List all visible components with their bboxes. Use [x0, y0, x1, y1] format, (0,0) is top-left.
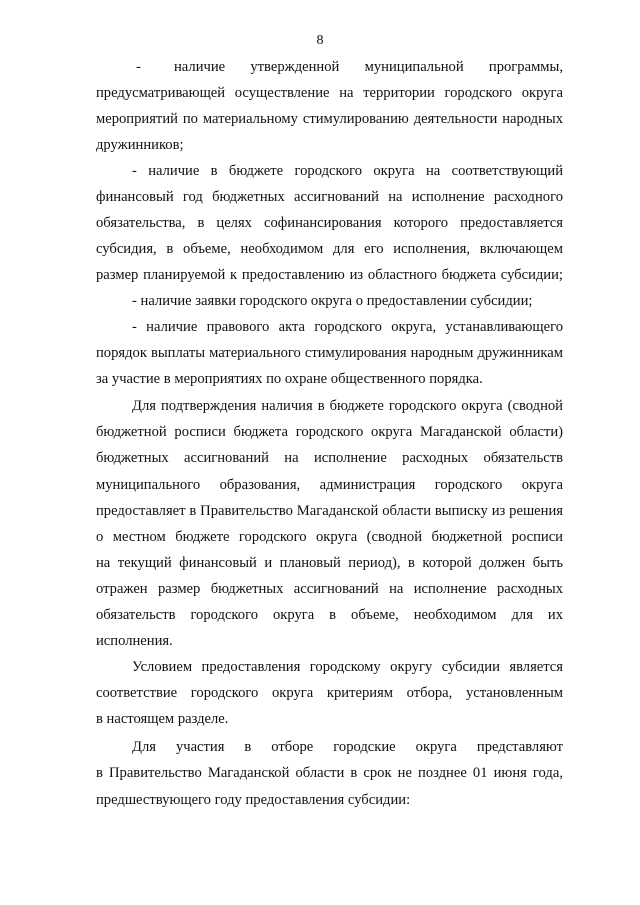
- text-line: предшествующего году предоставления субсидии:: [96, 792, 411, 808]
- text-line: порядок выплаты материального стимулирования народным дружинникам: [96, 345, 563, 361]
- text-line: бюджетной росписи бюджета городского округа Магаданской области): [96, 424, 563, 440]
- text-line: отражен размер бюджетных ассигнований на исполнение расходных: [96, 581, 563, 597]
- text-line: финансовый год бюджетных ассигнований на исполнение расходного: [96, 189, 563, 205]
- text-line: дружинников;: [96, 137, 184, 153]
- text-line: исполнения.: [96, 633, 173, 649]
- text-line: Условием предоставления городскому округу субсидии является: [132, 659, 563, 675]
- text-line: в Правительство Магаданской области в срок не позднее 01 июня года,: [96, 765, 563, 781]
- text-line: на текущий финансовый и плановый период), в которой должен быть: [96, 555, 563, 571]
- text-line: Для подтверждения наличия в бюджете городского округа (сводной: [132, 398, 563, 414]
- text-line: Для участия в отборе городские округа представляют: [132, 739, 563, 755]
- text-line: за участие в мероприятиях по охране общественного порядка.: [96, 371, 483, 387]
- text-line: обязательств городского округа в объеме, необходимом для их: [96, 607, 563, 623]
- text-line: субсидия, в объеме, необходимом для его исполнения, включающем: [96, 241, 563, 257]
- text-line: наличие утвержденной муниципальной программы,: [174, 59, 563, 75]
- text-line: - наличие правового акта городского округа, устанавливающего: [132, 319, 563, 335]
- text-line: предоставляет в Правительство Магаданской области выписку из решения: [96, 503, 563, 519]
- text-line: в настоящем разделе.: [96, 711, 229, 727]
- page-number: 8: [316, 33, 324, 48]
- text-line: соответствие городского округа критериям отбора, установленным: [96, 685, 563, 701]
- text-line: бюджетных ассигнований на исполнение расходных обязательств: [96, 450, 563, 466]
- text-line: мероприятий по материальному стимулированию деятельности народных: [96, 111, 563, 127]
- text-line: - наличие в бюджете городского округа на соответствующий: [132, 163, 563, 179]
- text-line: муниципального образования, администрация городского округа: [96, 477, 563, 493]
- text-line: - наличие заявки городского округа о предоставлении субсидии;: [132, 293, 533, 309]
- text-line: -: [136, 59, 141, 75]
- text-line: размер планируемой к предоставлению из областного бюджета субсидии;: [96, 267, 563, 283]
- text-line: о местном бюджете городского округа (сводной бюджетной росписи: [96, 529, 563, 545]
- text-line: предусматривающей осуществление на территории городского округа: [96, 85, 563, 101]
- text-line: обязательства, в целях софинансирования которого предоставляется: [96, 215, 563, 231]
